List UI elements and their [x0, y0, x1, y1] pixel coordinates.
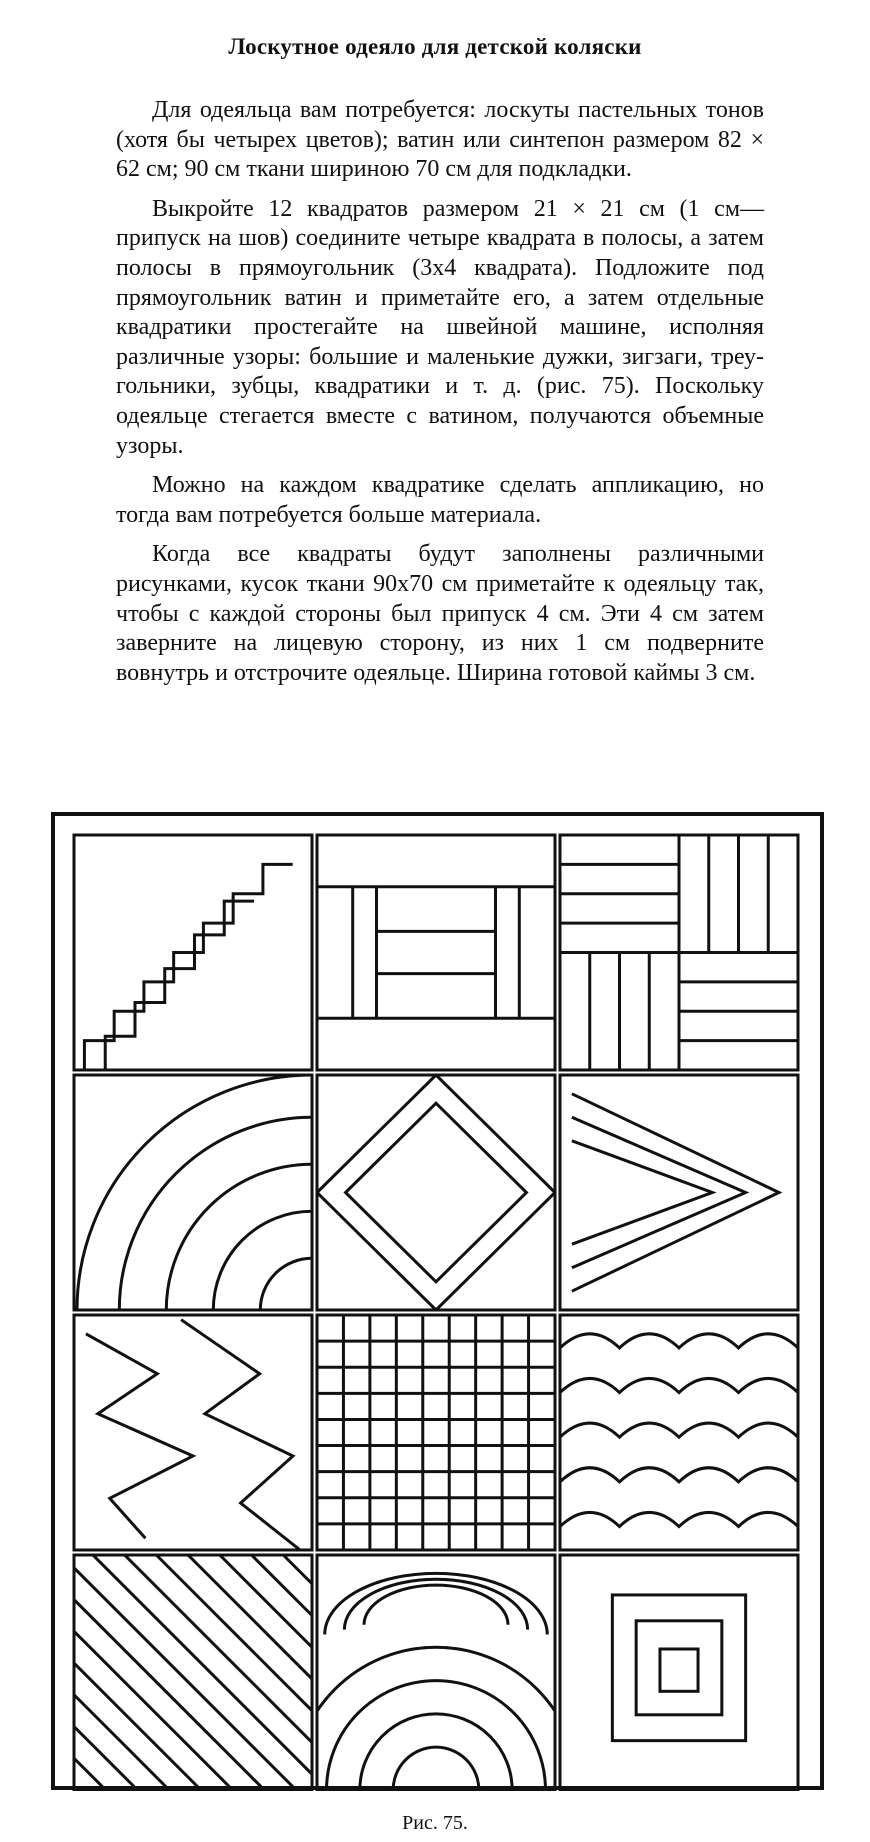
- quilt-tile-staircase: [74, 835, 312, 1070]
- quilt-tile-fine-grid: [317, 1315, 555, 1550]
- quilt-tile-zigzag: [74, 1315, 312, 1550]
- instructions-text: [116, 96, 764, 698]
- quilt-tile-diagonal-hatch: [74, 1555, 312, 1790]
- quilt-outer-border: [53, 814, 822, 1788]
- quilt-tile-stripes-blocks: [560, 835, 798, 1070]
- quilt-tile-diamond: [317, 1075, 555, 1310]
- quilt-tile-quarter-arcs: [74, 1075, 312, 1310]
- paragraph-applique: Можно на каждом квадратике сделать аппликацию, но тогда вам потребуется больше материала.: [116, 472, 764, 528]
- paragraph-assembly: Выкройте 12 квадратов размером 21 × 21 см (1 см— припуск на шов) соедините четыре квадрата в полосы, а затем полосы в прямоугольник (3х4 квадрата). Подложите под прямоугольник ватин и приметайте его, а затем отдельные квадратики простегайте на швейной машине, исполняя различные узоры: большие и маленькие дужки, зигзаги, треугольники, зубцы, квадратики и т. д. (рис. 75). Поскольку одеяльце стегается вместе с ватином, получаются объемные узоры.: [116, 195, 764, 459]
- figure-caption: Рис. 75.: [402, 1812, 468, 1834]
- quilt-tile-scallops: [560, 1315, 798, 1550]
- quilt-tile-chevron: [560, 1075, 798, 1310]
- quilt-tile-half-arches: [293, 1555, 579, 1790]
- quilt-tile-nested-rectangles: [317, 835, 555, 1070]
- paragraph-materials: Для одеяльца вам потребуется: лоскуты пастельных тонов (хотя бы четырех цветов); ватин или синтепон размером 82 × 62 см; 90 см ткани шириною 70 см для подкладки.: [116, 97, 764, 183]
- page-title: Лоскутное одеяло для детской коляски: [228, 34, 642, 59]
- paragraph-border: Когда все квадраты будут заполнены различными рисунками, кусок ткани 90х70 см приметайте к одеяльцу так, чтобы с каждой стороны был припуск 4 см. Эти 4 см затем заверните на лицевую сторону, из них 1 см подверните вовнутрь и отстрочите одеяльце. Ширина готовой каймы 3 см.: [116, 541, 764, 686]
- quilt-illustration: [50, 811, 825, 1791]
- quilt-tile-concentric-squares: [560, 1555, 798, 1790]
- quilt-figure: [50, 811, 825, 1791]
